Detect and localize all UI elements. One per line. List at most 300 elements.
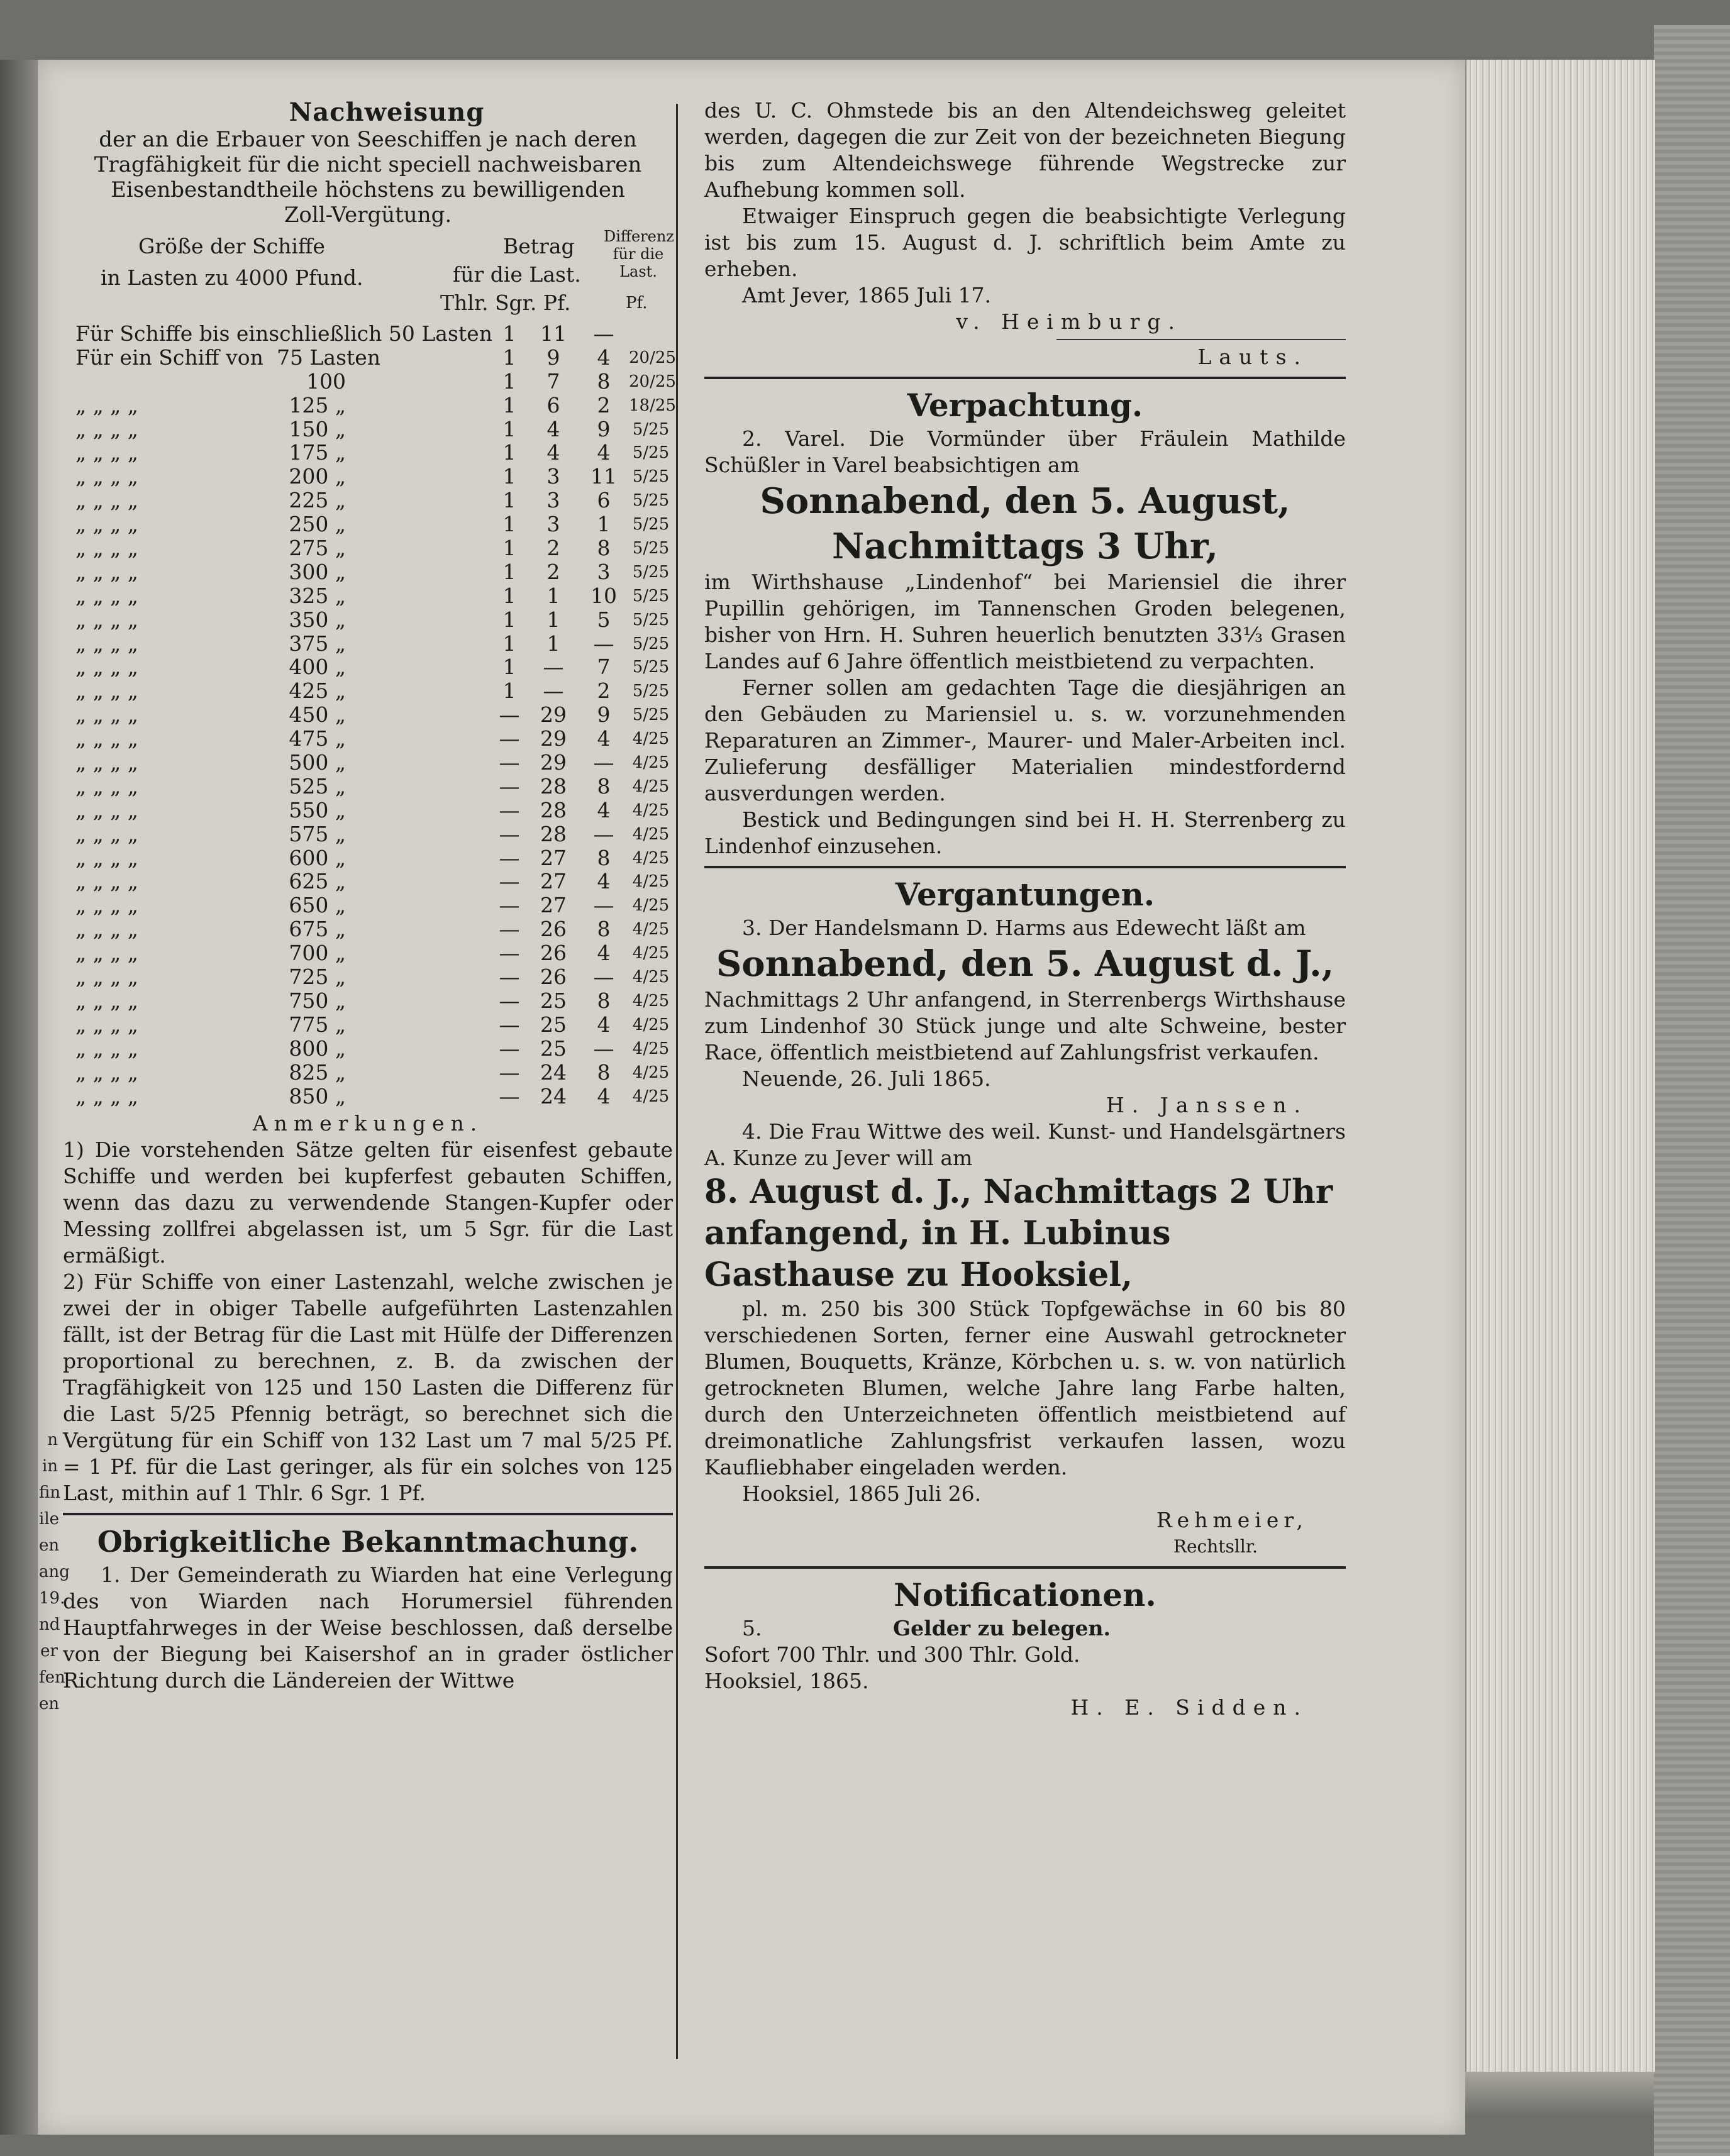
table-cell-df: 5/25 — [632, 682, 670, 701]
verpachtung-intro: 2. Varel. Die Vormünder über Fräulein Mathilde Schüßler in Varel beabsichtigen am — [704, 426, 1346, 477]
table-cell-df: 5/25 — [632, 562, 670, 582]
table-cell-th: 1 — [502, 631, 516, 656]
table-cell-th: — — [499, 869, 520, 894]
table-row — [63, 392, 676, 417]
table-cell-label: „ „ „ „ — [75, 655, 138, 680]
table-row — [63, 751, 673, 775]
notification-5-number: 5. — [742, 1616, 762, 1640]
table-cell-df: 4/25 — [632, 1015, 670, 1034]
continued-text: des U. C. Ohmstede bis an den Altendeichsweg geleitet werden, dagegen die zur Zeit von der bezeichneten Biegung bis zum Altendeichswege führende Wegstrecke zur Aufhebung kommen soll. — [704, 98, 1346, 202]
table-cell-label: „ „ „ „ — [75, 821, 138, 846]
table-body — [63, 321, 676, 1108]
intro-line: Tragfähigkeit für die nicht speciell nachweisbaren — [94, 152, 642, 177]
vergantung-3-signature: H. Janssen. — [1106, 1093, 1308, 1117]
table-cell-df: 4/25 — [632, 824, 670, 844]
right-column — [704, 97, 1346, 1721]
header-amount: Betrag — [503, 234, 575, 258]
table-cell-num: 100 — [306, 368, 346, 394]
header-units: Thlr. Sgr. Pf. — [440, 290, 571, 315]
margin-fragment: n — [47, 1430, 58, 1449]
table-cell-sg: 11 — [540, 321, 567, 346]
table-cell-df: 4/25 — [632, 1063, 670, 1082]
table-cell-pf: 4 — [597, 941, 611, 966]
table-cell-sg: 29 — [540, 726, 567, 751]
table-cell-pf: 7 — [597, 655, 611, 680]
table-cell-df: 4/25 — [632, 753, 670, 773]
table-cell-label: „ „ „ „ — [75, 750, 138, 775]
notification-5-head — [704, 1615, 1346, 1642]
table-cell-label: Für Schiffe bis einschließlich 50 Lasten — [75, 321, 492, 346]
table-row — [63, 679, 673, 703]
table-cell-label: „ „ „ „ — [75, 1083, 138, 1108]
verpachtung-text: im Wirthshause „Lindenhof“ bei Mariensiel die ihrer Pupillin gehörigen, im Tannenschen Groden belegenen, bisher von Hrn. H. Suhren heuerlich benutzten 33⅓ Grasen Landes auf 6 Jahre öffentlich meistbietend zu verpachten. — [704, 570, 1346, 673]
table-cell-pf: — — [593, 893, 614, 918]
table-cell-label: „ „ „ „ — [75, 1059, 138, 1085]
table-row — [63, 846, 673, 870]
table-cell-pf: 10 — [591, 583, 617, 608]
table-cell-pf: 6 — [597, 488, 611, 513]
table-cell-label: „ „ „ „ — [75, 536, 138, 561]
book-cover-edge — [1654, 25, 1730, 2156]
intro-line: Eisenbestandtheile höchstens zu bewilligenden — [111, 177, 625, 202]
section-title-vergantungen: Vergantungen. — [895, 876, 1155, 913]
table-cell-label: „ „ „ „ — [75, 488, 138, 513]
table-row — [63, 322, 673, 346]
table-cell-pf: 3 — [597, 559, 611, 584]
table-cell-pf: — — [593, 965, 614, 990]
table-cell-sg: 1 — [546, 583, 560, 608]
table-cell-label: „ „ „ „ — [75, 869, 138, 894]
table-cell-th: 1 — [502, 583, 516, 608]
table-cell-sg: 2 — [546, 536, 560, 561]
table-cell-df: 4/25 — [632, 777, 670, 796]
table-cell-df: 4/25 — [632, 872, 670, 892]
table-cell-th: 1 — [502, 345, 516, 370]
table-cell-num: 225 „ — [289, 488, 346, 513]
note-1: 1) Die vorstehenden Sätze gelten für eisenfest gebaute Schiffe und werden bei kupferfest gebauten Schiffen, wenn das dazu zu verwendende Stangen-Kupfer oder Messing zollfrei abgelassen ist, um 5 Sgr. für die Last ermäßigt. — [63, 1137, 673, 1268]
table-cell-num: 450 „ — [289, 702, 346, 727]
vergantung-4-signature-title: Rechtsllr. — [1173, 1536, 1258, 1557]
table-row — [63, 512, 673, 536]
margin-fragment: ang — [39, 1562, 70, 1581]
table-cell-pf: 4 — [597, 440, 611, 465]
table-cell-sg: 28 — [540, 821, 567, 846]
header-diff-unit: Pf. — [626, 294, 648, 312]
table-cell-label: „ „ „ „ — [75, 464, 138, 489]
table-cell-label: „ „ „ „ — [75, 702, 138, 727]
table-cell-sg: 24 — [540, 1059, 567, 1085]
table-cell-th: 1 — [502, 392, 516, 417]
table-cell-num: 850 „ — [289, 1083, 346, 1108]
table-cell-label: „ „ „ „ — [75, 631, 138, 656]
margin-fragment: en — [39, 1694, 60, 1713]
margin-fragment: fin — [39, 1483, 61, 1502]
verpachtung-time: Nachmittags 3 Uhr, — [832, 526, 1218, 567]
header-diff: Differenz für die Last. — [604, 228, 674, 280]
table-cell-th: — — [499, 845, 520, 870]
table-cell-sg: 3 — [546, 488, 560, 513]
table-cell-sg: 3 — [546, 464, 560, 489]
table-cell-num: 375 „ — [289, 631, 346, 656]
table-cell-pf: 4 — [597, 726, 611, 751]
table-cell-pf: 4 — [597, 869, 611, 894]
table-cell-df: 20/25 — [629, 348, 676, 367]
table-cell-label: „ „ „ „ — [75, 988, 138, 1013]
book-spine — [0, 60, 38, 2135]
signature-1: v. Heimburg. — [956, 309, 1182, 334]
table-cell-label: „ „ „ „ — [75, 1012, 138, 1037]
table-cell-sg: 25 — [540, 988, 567, 1013]
table-cell-th: 1 — [502, 655, 516, 680]
table-cell-th: — — [499, 965, 520, 990]
table-cell-th: 1 — [502, 440, 516, 465]
note-2: 2) Für Schiffe von einer Lastenzahl, welche zwischen je zwei der in obiger Tabelle aufgeführten Lastenzahlen fällt, ist der Betrag für die Last mit Hülfe der Differenzen proportional zu berechnen, z. B. da zwischen der Tragfähigkeit von 125 und 150 Lasten die Differenz für die Last 5/25 Pfennig beträgt, so berechnet sich die Vergütung für ein Schiff von 132 Last um 7 mal 5/25 Pf. = 1 Pf. für die Last geringer, als für ein solches von 125 Last, mithin auf 1 Thlr. 6 Sgr. 1 Pf. — [63, 1269, 673, 1506]
table-row — [63, 417, 673, 441]
table-row — [63, 941, 673, 965]
table-cell-th: — — [499, 797, 520, 822]
table-row — [63, 1085, 673, 1108]
section-title-notificationen: Notificationen. — [894, 1576, 1156, 1613]
table-row — [63, 441, 673, 465]
table-row — [63, 917, 673, 941]
notes-title: Anmerkungen. — [252, 1111, 484, 1136]
table-cell-label: „ „ „ „ — [75, 726, 138, 751]
table-cell-th: 1 — [502, 559, 516, 584]
margin-fragment: nd — [39, 1615, 60, 1634]
section-rule — [704, 377, 1346, 379]
table-cell-df: 4/25 — [632, 991, 670, 1010]
notification-5-text: Sofort 700 Thlr. und 300 Thlr. Gold. — [704, 1642, 1080, 1667]
table-cell-th: 1 — [502, 368, 516, 394]
table-row — [63, 655, 673, 679]
table-cell-num: 75 Lasten — [277, 345, 381, 370]
table-row — [63, 608, 673, 632]
table-cell-label: „ „ „ „ — [75, 416, 138, 441]
table-cell-pf: — — [593, 750, 614, 775]
table-cell-sg: 1 — [546, 607, 560, 632]
table-cell-pf: 9 — [597, 702, 611, 727]
table-cell-sg: 29 — [540, 702, 567, 727]
table-row — [63, 560, 673, 584]
table-cell-sg: 26 — [540, 941, 567, 966]
notification-5-place: Hooksiel, 1865. — [704, 1669, 869, 1693]
table-row — [63, 368, 676, 394]
table-cell-pf: — — [593, 631, 614, 656]
table-cell-th: — — [499, 988, 520, 1013]
table-cell-label: „ „ „ „ — [75, 678, 138, 704]
verpachtung-text-2: Ferner sollen am gedachten Tage die diesjährigen an den Gebäuden zu Mariensiel u. s. w. vorzunehmenden Reparaturen an Zimmer-, Maurer- und Maler-Arbeiten incl. Zulieferung desfälliger Materialien mindestfordernd ausverdungen werden. — [704, 675, 1346, 805]
table-cell-sg: 28 — [540, 773, 567, 799]
table-cell-th: — — [499, 941, 520, 966]
notification-5-title: Gelder zu belegen. — [893, 1616, 1111, 1640]
header-size: Größe der Schiffe — [138, 234, 325, 258]
table-cell-sg: 6 — [546, 392, 560, 417]
table-cell-num: 325 „ — [289, 583, 346, 608]
table-cell-label: „ „ „ „ — [75, 965, 138, 990]
table-cell-th: — — [499, 1012, 520, 1037]
table-cell-df: 18/25 — [629, 395, 676, 415]
column-divider — [676, 104, 678, 2059]
table-cell-pf: 8 — [597, 1059, 611, 1085]
table-cell-pf: — — [593, 1036, 614, 1061]
table-row — [63, 703, 673, 727]
table-cell-label: „ „ „ „ — [75, 893, 138, 918]
table-cell-sg: — — [543, 655, 564, 680]
table-cell-df: 5/25 — [632, 586, 670, 605]
table-cell-num: 525 „ — [289, 773, 346, 799]
table-row — [63, 584, 673, 608]
table-cell-pf: 2 — [597, 392, 611, 417]
table-cell-th: — — [499, 750, 520, 775]
table-cell-sg: 27 — [540, 869, 567, 894]
table-row — [63, 893, 673, 917]
table-cell-num: 275 „ — [289, 536, 346, 561]
table-cell-num: 600 „ — [289, 845, 346, 870]
table-cell-df: 5/25 — [632, 491, 670, 511]
table-cell-sg: 2 — [546, 559, 560, 584]
table-cell-df: 4/25 — [632, 968, 670, 987]
table-row — [63, 727, 673, 751]
table-cell-label: „ „ „ „ — [75, 392, 138, 417]
verpachtung-date: Sonnabend, den 5. August, — [760, 480, 1290, 522]
table-cell-th: — — [499, 917, 520, 942]
table-row — [63, 1013, 673, 1037]
margin-fragment: fen — [39, 1668, 65, 1687]
table-cell-df: 5/25 — [632, 443, 670, 463]
table-cell-num: 425 „ — [289, 678, 346, 704]
table-cell-label: „ „ „ „ — [75, 773, 138, 799]
table-cell-pf: 8 — [597, 845, 611, 870]
table-row — [63, 632, 673, 656]
table-cell-num: 800 „ — [289, 1036, 346, 1061]
table-row — [63, 870, 673, 893]
vergantung-4-text: pl. m. 250 bis 300 Stück Topfgewächse in 60 bis 80 verschiedenen Sorten, ferner eine Auswahl getrockneter Blumen, Bouquetts, Kränze, Körbchen u. s. w. von natürlich getrockneten Blumen, welche Jahre lang Farbe halten, durch den Unterzeichneten öffentlich meistbietend auf dreimonatliche Zahlungsfrist verkaufen lassen, wozu Kaufliebhaber eingeladen werden. — [704, 1296, 1346, 1479]
table-cell-pf: 8 — [597, 988, 611, 1013]
table-cell-df: 5/25 — [632, 419, 670, 439]
table-cell-num: 300 „ — [289, 559, 346, 584]
table-cell-num: 250 „ — [289, 512, 346, 537]
table-cell-label: Für ein Schiff von — [75, 345, 263, 370]
table-cell-pf: 4 — [597, 345, 611, 370]
table-cell-sg: 4 — [546, 416, 560, 441]
table-cell-num: 725 „ — [289, 965, 346, 990]
section-title-verpachtung: Verpachtung. — [907, 387, 1143, 424]
notification-5-signature: H. E. Sidden. — [1070, 1695, 1308, 1720]
table-cell-pf: 4 — [597, 797, 611, 822]
table-cell-sg: 24 — [540, 1083, 567, 1108]
margin-fragment: in — [42, 1457, 58, 1476]
table-cell-df: 5/25 — [632, 658, 670, 677]
table-cell-th: — — [499, 1059, 520, 1085]
table-row — [63, 536, 673, 560]
table-cell-pf: 5 — [597, 607, 611, 632]
table-cell-th: 1 — [502, 678, 516, 704]
section-rule — [704, 866, 1346, 868]
vergantung-3-text: Nachmittags 2 Uhr anfangend, in Sterrenbergs Wirthshause zum Lindenhof 30 Stück junge und alte Schweine, bester Race, öffentlich meistbietend auf Zahlungsfrist verkaufen. — [704, 987, 1346, 1064]
vergantung-3-date: Sonnabend, den 5. August d. J., — [716, 943, 1334, 985]
table-cell-num: 125 „ — [289, 392, 346, 417]
margin-fragment: en — [39, 1536, 60, 1555]
table-cell-th: 1 — [502, 464, 516, 489]
margin-fragment: er — [40, 1642, 58, 1661]
table-cell-th: 1 — [502, 488, 516, 513]
table-cell-df: 4/25 — [632, 848, 670, 868]
margin-fragment: 19. — [39, 1589, 65, 1608]
table-cell-df: 5/25 — [632, 634, 670, 653]
table-row — [63, 1037, 673, 1061]
table-cell-pf: 4 — [597, 1012, 611, 1037]
table-cell-num: 175 „ — [289, 440, 346, 465]
table-cell-df: 5/25 — [632, 705, 670, 725]
table-cell-pf: 1 — [597, 512, 611, 537]
table-cell-df: 4/25 — [632, 800, 670, 820]
table-row — [63, 465, 673, 489]
table-cell-num: 650 „ — [289, 893, 346, 918]
newspaper-page — [38, 60, 1465, 2135]
table-cell-df: 5/25 — [632, 610, 670, 629]
table-cell-num: 775 „ — [289, 1012, 346, 1037]
table-cell-label: „ „ „ „ — [75, 512, 138, 537]
table-cell-pf: — — [593, 321, 614, 346]
table-cell-label: „ „ „ „ — [75, 1036, 138, 1061]
table-cell-num: 550 „ — [289, 797, 346, 822]
table-cell-pf: 2 — [597, 678, 611, 704]
table-cell-pf: — — [593, 821, 614, 846]
header-size-unit: in Lasten zu 4000 Pfund. — [101, 265, 363, 290]
table-cell-df: 5/25 — [632, 515, 670, 534]
vergantung-4-date: 8. August d. J., Nachmittags 2 Uhr anfangend, in H. Lubinus Gasthause zu Hooksiel, — [704, 1173, 1333, 1294]
page-stack — [1465, 60, 1655, 2072]
table-cell-df: 4/25 — [632, 1039, 670, 1058]
vergantung-4-signature: Rehmeier, — [1156, 1508, 1308, 1532]
table-cell-sg: 9 — [546, 345, 560, 370]
table-cell-pf: 8 — [597, 773, 611, 799]
table-cell-th: — — [499, 893, 520, 918]
table-cell-sg: 28 — [540, 797, 567, 822]
section-rule — [704, 1566, 1346, 1569]
table-cell-num: 675 „ — [289, 917, 346, 942]
left-column — [63, 97, 676, 1694]
table-cell-th: — — [499, 773, 520, 799]
table-cell-pf: 9 — [597, 416, 611, 441]
place-date: Amt Jever, 1865 Juli 17. — [742, 283, 991, 307]
signature-2: Lauts. — [1197, 345, 1308, 369]
table-row — [63, 345, 676, 370]
table-cell-sg: 25 — [540, 1036, 567, 1061]
table-cell-df: 20/25 — [629, 372, 676, 391]
intro-line: Zoll-Vergütung. — [284, 202, 452, 228]
table-cell-label: „ „ „ „ — [75, 797, 138, 822]
table-cell-th: 1 — [502, 536, 516, 561]
table-cell-sg: 27 — [540, 893, 567, 918]
table-cell-df: 4/25 — [632, 944, 670, 963]
table-cell-th: 1 — [502, 321, 516, 346]
table-cell-num: 575 „ — [289, 821, 346, 846]
vergantung-4-place: Hooksiel, 1865 Juli 26. — [742, 1481, 982, 1506]
table-cell-sg: 1 — [546, 631, 560, 656]
table-cell-sg: 25 — [540, 1012, 567, 1037]
table-cell-pf: 4 — [597, 1083, 611, 1108]
verpachtung-text-3: Bestick und Bedingungen sind bei H. H. Sterrenberg zu Lindenhof einzusehen. — [704, 807, 1346, 858]
section-text-obrigkeitliche: 1. Der Gemeinderath zu Wiarden hat eine Verlegung des von Wiarden nach Horumersiel führenden Hauptfahrweges in der Weise beschlossen, daß derselbe von der Biegung bei Kaisershof an in grader östlicher Richtung durch die Ländereien der Wittwe — [63, 1562, 673, 1693]
table-cell-th: — — [499, 1036, 520, 1061]
table-cell-num: 150 „ — [289, 416, 346, 441]
table-cell-th: — — [499, 726, 520, 751]
table-cell-sg: 3 — [546, 512, 560, 537]
table-cell-sg: 29 — [540, 750, 567, 775]
table-cell-df: 4/25 — [632, 896, 670, 915]
table-cell-num: 400 „ — [289, 655, 346, 680]
table-cell-num: 200 „ — [289, 464, 346, 489]
table-cell-num: 700 „ — [289, 941, 346, 966]
table-cell-num: 625 „ — [289, 869, 346, 894]
table-row — [63, 989, 673, 1013]
table-cell-label: „ „ „ „ — [75, 583, 138, 608]
table-cell-label: „ „ „ „ — [75, 607, 138, 632]
margin-fragment: ile — [39, 1510, 60, 1529]
table-cell-num: 350 „ — [289, 607, 346, 632]
table-cell-th: 1 — [502, 416, 516, 441]
table-cell-sg: 26 — [540, 917, 567, 942]
table-row — [63, 965, 673, 989]
table-intro — [63, 127, 673, 228]
vergantung-3-intro: 3. Der Handelsmann D. Harms aus Edewecht läßt am — [742, 915, 1306, 940]
table-cell-th: 1 — [502, 512, 516, 537]
table-title: Nachweisung — [289, 97, 485, 127]
table-cell-label: „ „ „ „ — [75, 917, 138, 942]
table-cell-pf: 11 — [591, 464, 617, 489]
intro-line: der an die Erbauer von Seeschiffen je nach deren — [99, 127, 637, 152]
table-cell-df: 4/25 — [632, 729, 670, 749]
section-rule — [63, 1513, 673, 1515]
table-cell-th: — — [499, 1083, 520, 1108]
vergantung-3-place: Neuende, 26. Juli 1865. — [742, 1066, 991, 1091]
table-cell-label: „ „ „ „ — [75, 941, 138, 966]
table-cell-df: 4/25 — [632, 1086, 670, 1106]
table-row — [63, 799, 673, 822]
section-title-obrigkeitliche: Obrigkeitliche Bekanntmachung. — [97, 1525, 639, 1559]
table-cell-sg: 27 — [540, 845, 567, 870]
table-cell-th: — — [499, 702, 520, 727]
page-stack-shadow — [1465, 2072, 1654, 2116]
vergantung-4-intro: 4. Die Frau Wittwe des weil. Kunst- und Handelsgärtners A. Kunze zu Jever will am — [704, 1119, 1346, 1170]
signature-rule — [1056, 339, 1346, 340]
table-cell-label: „ „ „ „ — [75, 559, 138, 584]
table-cell-df: 5/25 — [632, 467, 670, 487]
table-cell-sg: 4 — [546, 440, 560, 465]
table-cell-num: 475 „ — [289, 726, 346, 751]
table-cell-label: „ „ „ „ — [75, 845, 138, 870]
table-cell-num: 500 „ — [289, 750, 346, 775]
table-cell-th: — — [499, 821, 520, 846]
table-cell-sg: 26 — [540, 965, 567, 990]
table-cell-sg: — — [543, 678, 564, 704]
table-cell-df: 4/25 — [632, 920, 670, 939]
table-row — [63, 822, 673, 846]
table-cell-pf: 8 — [597, 917, 611, 942]
table-cell-sg: 7 — [546, 368, 560, 394]
table-cell-pf: 8 — [597, 368, 611, 394]
table-cell-num: 750 „ — [289, 988, 346, 1013]
table-cell-th: 1 — [502, 607, 516, 632]
table-cell-label: „ „ „ „ — [75, 440, 138, 465]
objection-text: Etwaiger Einspruch gegen die beabsichtigte Verlegung ist bis zum 15. August d. J. schriftlich beim Amte zu erheben. — [704, 204, 1346, 281]
table-cell-num: 825 „ — [289, 1059, 346, 1085]
header-amount-per: für die Last. — [453, 262, 581, 287]
table-row — [63, 1061, 673, 1085]
table-row — [63, 775, 673, 799]
table-cell-pf: 8 — [597, 536, 611, 561]
